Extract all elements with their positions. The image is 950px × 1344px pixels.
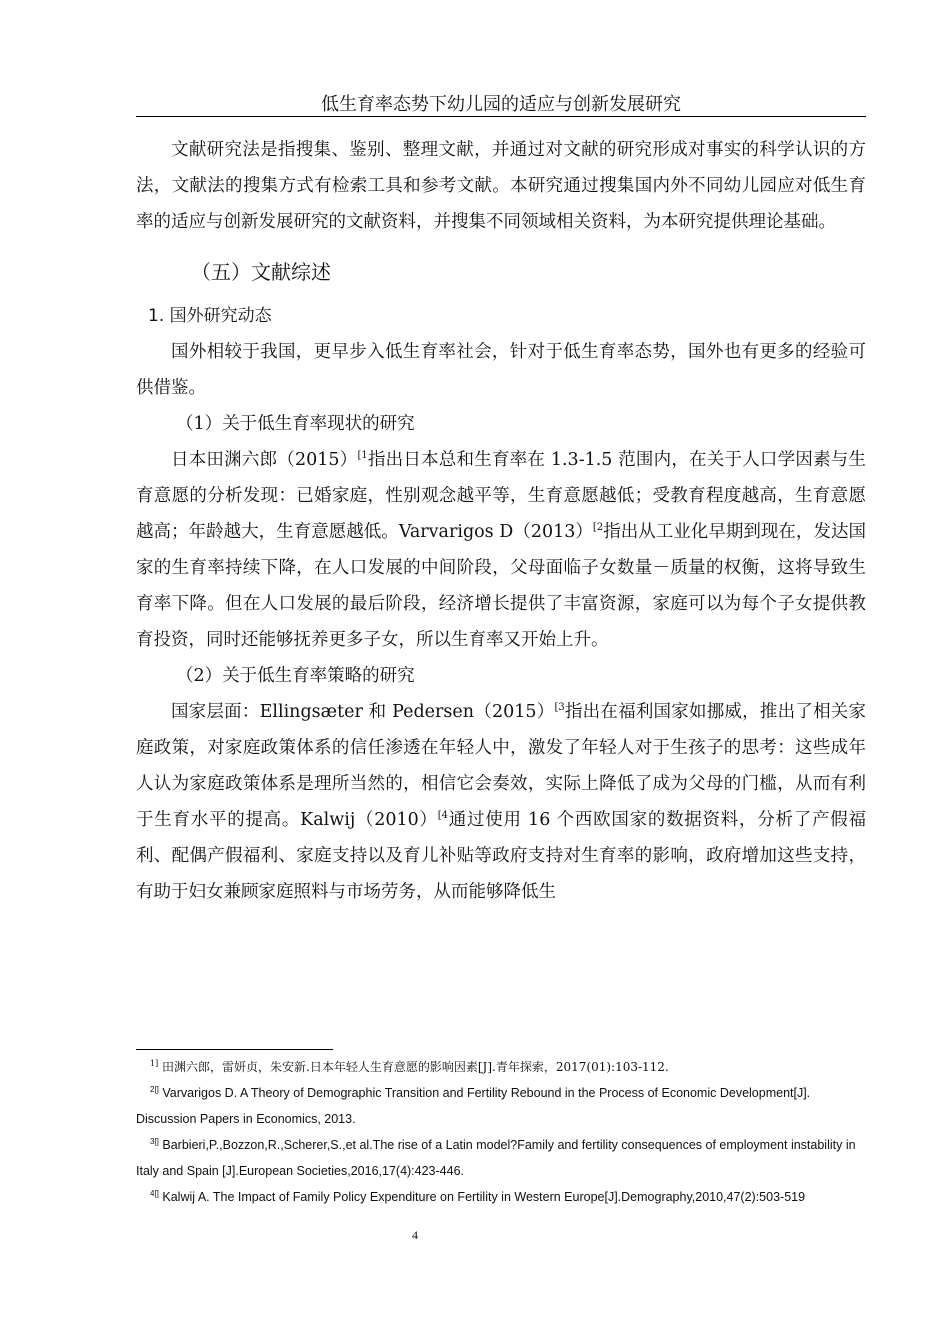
footnote-4 (136, 1184, 866, 1210)
citation-3: [3 (554, 702, 565, 714)
footnote-text: Varvarigos D. A Theory of Demographic Transition and Fertility Rebound in the Process of Economic Development[J]. Discussion Papers in Economics, 2013. (136, 1086, 811, 1126)
footnote-text: Barbieri,P.,Bozzon,R.,Scherer,S.,et al.The rise of a Latin model?Family and fertility consequences of employment instability in Italy and Spain [J].European Societies,2016,17(4):423-446. (136, 1138, 856, 1178)
footnote-1 (136, 1054, 866, 1080)
paragraph-fertility-policy (136, 694, 866, 910)
footnote-mark: 3[] (150, 1136, 159, 1146)
citation-1: [1 (357, 450, 368, 462)
citation-2: [2 (592, 522, 604, 534)
intro-paragraph: 文献研究法是指搜集、鉴别、整理文献，并通过对文献的研究形成对事实的科学认识的方法，文献法的搜集方式有检索工具和参考文献。本研究通过搜集国内外不同幼儿园应对低生育率的适应与创新发展研究的文献资料，并搜集不同领域相关资料，为本研究提供理论基础。 (136, 140, 866, 232)
text-run: 日本田渊六郎（2015） (171, 450, 358, 470)
footnote-text: 田渊六郎，雷妍贞，朱安新.日本年轻人生育意愿的影响因素[J].青年探索，2017(01):103-112. (162, 1060, 669, 1074)
citation-4: [4 (437, 810, 449, 822)
body-text (136, 132, 866, 910)
text-run: 指出从工业化早期到现在，发达国家的生育率持续下降，在人口发展的中间阶段，父母面临子女数量－质量的权衡，这将导致生育率下降。但在人口发展的最后阶段，经济增长提供了丰富资源，家庭可以为每个子女提供教育投资，同时还能够抚养更多子女，所以生育率又开始上升。 (136, 522, 866, 650)
header-rule (136, 116, 866, 117)
paragraph-fertility-status (136, 442, 866, 658)
footnote-mark: 4[] (150, 1188, 159, 1198)
footnote-2 (136, 1080, 866, 1132)
subsection-heading: 1. 国外研究动态 (148, 306, 272, 326)
footnotes (136, 1054, 866, 1210)
text-run: 通过使用 16 个西欧国家的数据资料，分析了产假福利、配偶产假福利、家庭支持以及育儿补贴等政府支持对生育率的影响，政府增加这些支持，有助于妇女兼顾家庭照料与市场劳务，从而能够降低生 (136, 810, 866, 902)
item-heading-1: （1）关于低生育率现状的研究 (176, 414, 415, 434)
footnote-mark: 1] (150, 1059, 159, 1068)
footnote-3 (136, 1132, 866, 1184)
text-run: 指出在福利国家如挪威，推出了相关家庭政策，对家庭政策体系的信任渗透在年轻人中，激发了年轻人对于生孩子的思考：这些成年人认为家庭政策体系是理所当然的，相信它会奏效，实际上降低了成为父母的门槛，从而有利于生育水平的提高。Kalwij（2010） (136, 702, 867, 830)
footnote-text: Kalwij A. The Impact of Family Policy Expenditure on Fertility in Western Europe[J].Demography,2010,47(2):503-519 (162, 1190, 806, 1204)
page-number: 4 (412, 1228, 418, 1242)
text-run: 指出日本总和生育率在 1.3-1.5 范围内，在关于人口学因素与生育意愿的分析发现：已婚家庭，性别观念越平等，生育意愿越低；受教育程度越高，生育意愿越高；年龄越大，生育意愿越低。Varvarigos D（2013） (136, 450, 866, 542)
text-run: 国家层面：Ellingsæter 和 Pedersen（2015） (171, 702, 555, 722)
running-header: 低生育率态势下幼儿园的适应与创新发展研究 (321, 94, 681, 115)
footnote-rule (136, 1049, 333, 1050)
item-heading-2: （2）关于低生育率策略的研究 (176, 666, 415, 686)
footnote-mark: 2[] (150, 1084, 159, 1094)
subsection-paragraph: 国外相较于我国，更早步入低生育率社会，针对于低生育率态势，国外也有更多的经验可供借鉴。 (136, 342, 866, 398)
section-heading: （五）文献综述 (191, 260, 331, 284)
